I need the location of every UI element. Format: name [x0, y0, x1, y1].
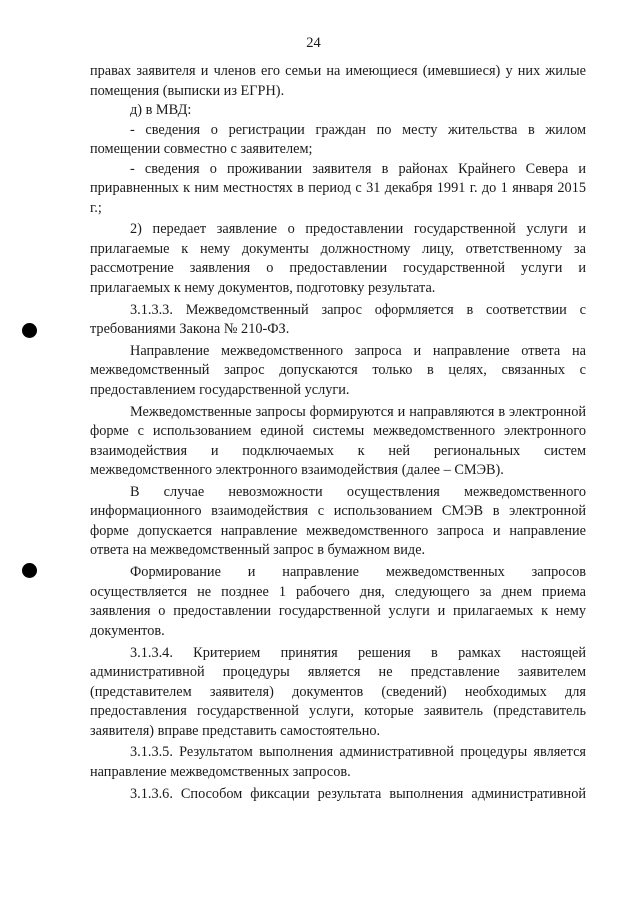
paragraph: В случае невозможности осуществления межведомственного информационного взаимодействия с использованием СМЭВ в электронной форме допускается направление межведомственного запроса и направление ответа на межведомственный запрос в бумажном виде. [90, 483, 586, 559]
paragraph: д) в МВД: [130, 102, 192, 118]
paragraph: 3.1.3.3. Межведомственный запрос оформляется в соответствии с требованиями Закона № 210-ФЗ. [90, 301, 586, 338]
paragraph: правах заявителя и членов его семьи на имеющиеся (имевшиеся) у них жилые помещения (выписки из ЕГРН). [90, 63, 586, 99]
paragraph: Направление межведомственного запроса и направление ответа на межведомственный запрос допускаются только в целях, связанных с предоставлением государственной услуги. [90, 342, 586, 398]
paragraph: 3.1.3.5. Результатом выполнения административной процедуры является направление межведомственных запросов. [90, 744, 586, 780]
paragraph: 2) передает заявление о предоставлении государственной услуги и прилагаемые к нему документы должностному лицу, ответственному за рассмотрение заявления о предоставлении государственной услуги и прилагаемых к нему документов, подготовку результата. [90, 221, 586, 296]
paragraph: Межведомственные запросы формируются и направляются в электронной форме с использованием единой системы межведомственного электронного взаимодействия и подключаемых к ней региональных систем межведомственного электронного взаимодействия (далее – СМЭВ). [90, 403, 586, 479]
page-number: 24 [306, 35, 321, 51]
paragraph: 3.1.3.6. Способом фиксации результата выполнения административной [130, 785, 586, 802]
paragraph: Формирование и направление межведомственных запросов осуществляется не позднее 1 рабочего дня, следующего за днем приема заявления о предоставлении государственной услуги и прилагаемых к нему документов. [90, 564, 586, 639]
paragraph: 3.1.3.4. Критерием принятия решения в рамках настоящей административной процедуры является не представление заявителем (представителем заявителя) документов (сведений) необходимых для предоставления государственной услуги, которые заявитель (представитель заявителя) вправе представить самостоятельно. [90, 644, 586, 739]
paragraph: - сведения о проживании заявителя в районах Крайнего Севера и приравненных к ним местностях в период с 31 декабря 1991 г. до 1 января 2015 г.; [90, 160, 586, 216]
punch-hole-top [22, 323, 37, 338]
punch-hole-bottom [22, 563, 37, 578]
paragraph: - сведения о регистрации граждан по месту жительства в жилом помещении совместно с заявителем; [90, 121, 586, 157]
document-body [90, 62, 586, 804]
